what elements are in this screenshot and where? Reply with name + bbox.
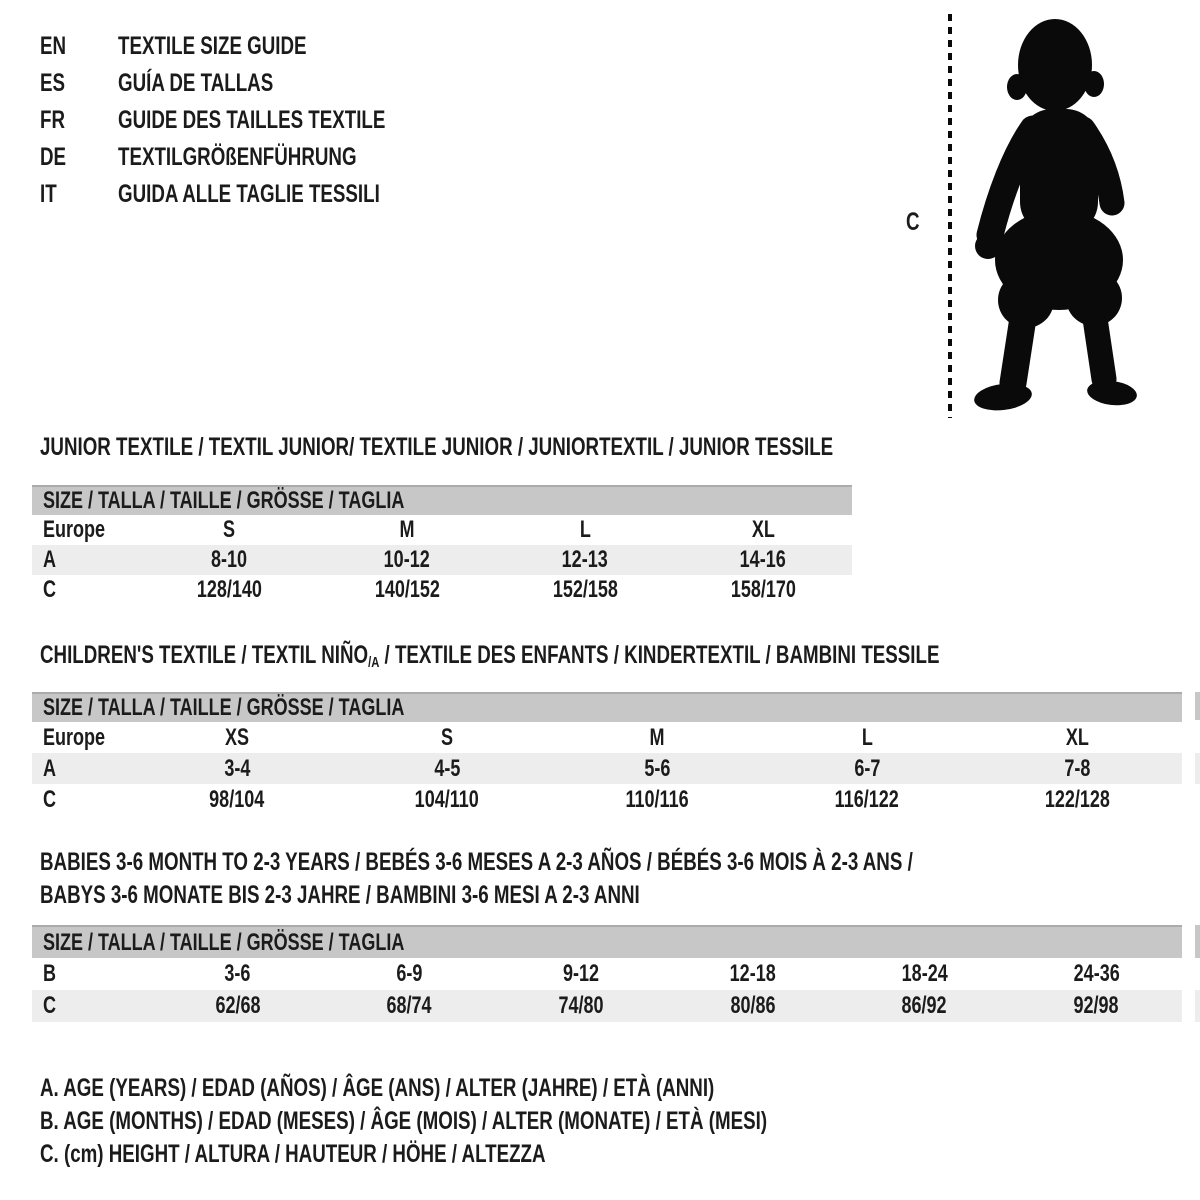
language-title: TEXTILGRÖßENFÜHRUNG	[118, 143, 357, 171]
size-cell	[140, 516, 318, 544]
age-cell	[318, 546, 496, 574]
height-cell	[1010, 992, 1182, 1020]
language-row	[40, 102, 475, 139]
table-row	[32, 515, 852, 545]
height-cell-text: 86/92	[901, 992, 948, 1019]
months-cell-text: 24-36	[1073, 960, 1120, 987]
legend-line-c	[40, 1138, 1009, 1171]
age-cell-text: 7-8	[1063, 754, 1091, 782]
children-size-table	[32, 692, 1182, 815]
months-cell	[495, 960, 667, 988]
children-table-header	[32, 692, 1182, 722]
language-code	[40, 143, 118, 172]
height-cell-text: 104/110	[414, 785, 480, 813]
months-cell-text: 12-18	[729, 960, 776, 987]
height-cell-text: 152/158	[552, 576, 618, 603]
row-label	[32, 960, 152, 988]
children-title-pre: CHILDREN'S TEXTILE / TEXTIL NIÑO	[40, 641, 369, 669]
months-cell-text: 18-24	[901, 960, 948, 987]
age-cell	[140, 546, 318, 574]
row-label-text: Europe	[43, 516, 106, 543]
table-row	[32, 722, 1182, 753]
table-row	[32, 784, 1182, 815]
size-cell	[674, 516, 852, 544]
table-row	[32, 545, 852, 575]
height-cell	[140, 576, 318, 604]
size-cell	[318, 516, 496, 544]
babies-section-title	[40, 846, 1200, 912]
legend-line-a	[40, 1072, 1009, 1105]
height-cell-text: 116/122	[834, 785, 900, 813]
height-cell-text: 92/98	[1073, 992, 1119, 1019]
language-title: GUÍA DE TALLAS	[118, 69, 274, 97]
row-label-text: A	[43, 546, 57, 573]
cropped-band-fragment	[1195, 925, 1200, 958]
age-cell-text: 6-7	[853, 754, 881, 782]
language-row	[40, 65, 475, 102]
size-cell	[342, 724, 552, 752]
cropped-stripe-fragment	[1195, 990, 1200, 1022]
height-cell	[324, 992, 496, 1020]
children-title-post: / TEXTILE DES ENFANTS / KINDERTEXTIL / BAMBINI TESSILE	[379, 641, 940, 669]
height-cell	[152, 992, 324, 1020]
language-code-text: IT	[40, 180, 57, 208]
months-cell	[324, 960, 496, 988]
language-code	[40, 69, 118, 98]
legend-line-c-text: C. (cm) HEIGHT / ALTURA / HAUTEUR / HÖHE / ALTEZZA	[40, 1140, 546, 1168]
size-cell-text: M	[649, 723, 665, 751]
size-cell-text: XL	[751, 516, 775, 543]
language-code-text: DE	[40, 143, 67, 171]
height-cell-text: 140/152	[374, 576, 440, 603]
language-code-text: FR	[40, 106, 65, 134]
age-cell	[762, 755, 972, 783]
size-cell	[496, 516, 674, 544]
height-cell	[318, 576, 496, 604]
height-cell	[667, 992, 839, 1020]
height-cell-text: 74/80	[558, 992, 604, 1019]
cropped-stripe-fragment	[1195, 753, 1200, 784]
language-row	[40, 139, 475, 176]
language-row	[40, 176, 475, 213]
size-header-text: SIZE / TALLA / TAILLE / GRÖSSE / TAGLIA	[43, 487, 405, 514]
size-cell-text: M	[399, 516, 415, 543]
height-cell-text: 98/104	[209, 785, 265, 813]
language-code	[40, 32, 118, 61]
height-cell-text: 110/116	[625, 785, 689, 813]
height-cell	[495, 992, 667, 1020]
table-row	[32, 958, 1182, 990]
size-cell-text: XS	[224, 723, 249, 751]
height-cell	[762, 786, 972, 814]
size-cell-text: L	[579, 516, 591, 543]
size-header-text: SIZE / TALLA / TAILLE / GRÖSSE / TAGLIA	[43, 694, 405, 721]
height-cell-text: 80/86	[730, 992, 776, 1019]
babies-size-table	[32, 925, 1182, 1022]
height-cell-text: 62/68	[215, 992, 261, 1019]
measurement-legend	[40, 1072, 1009, 1171]
height-cell	[972, 786, 1182, 814]
age-cell	[972, 755, 1182, 783]
row-label	[32, 516, 140, 544]
size-cell-text: XL	[1065, 723, 1089, 751]
row-label	[32, 724, 132, 752]
months-cell	[839, 960, 1011, 988]
language-code-text: ES	[40, 69, 66, 97]
row-label	[32, 755, 132, 783]
row-label	[32, 786, 132, 814]
months-cell-text: 3-6	[224, 960, 251, 987]
age-cell	[132, 755, 342, 783]
row-label	[32, 546, 140, 574]
table-row	[32, 990, 1182, 1022]
children-title-text	[40, 642, 939, 676]
age-cell-text: 12-13	[561, 546, 609, 573]
height-cell	[342, 786, 552, 814]
height-cell	[552, 786, 762, 814]
age-cell-text: 14-16	[739, 546, 787, 573]
age-cell	[342, 755, 552, 783]
size-cell	[132, 724, 342, 752]
language-code-text: EN	[40, 32, 67, 60]
language-title-list	[40, 28, 475, 213]
height-marker-label	[906, 208, 924, 237]
age-cell-text: 3-4	[223, 754, 251, 782]
language-title: TEXTILE SIZE GUIDE	[118, 32, 307, 60]
height-cell-text: 158/170	[730, 576, 796, 603]
junior-section-title	[40, 434, 1098, 460]
age-cell-text: 4-5	[433, 754, 461, 782]
toddler-silhouette-image	[963, 13, 1138, 418]
age-cell-text: 10-12	[383, 546, 431, 573]
months-cell-text: 6-9	[396, 960, 423, 987]
row-label-text: C	[43, 992, 57, 1019]
months-cell-text: 9-12	[563, 960, 600, 987]
age-cell	[496, 546, 674, 574]
height-cell	[674, 576, 852, 604]
legend-line-b	[40, 1105, 1009, 1138]
language-code	[40, 106, 118, 135]
junior-title-text: JUNIOR TEXTILE / TEXTIL JUNIOR/ TEXTILE JUNIOR / JUNIORTEXTIL / JUNIOR TESSILE	[40, 433, 834, 461]
table-row	[32, 753, 1182, 784]
size-cell-text: S	[222, 516, 235, 543]
table-row	[32, 575, 852, 605]
row-label	[32, 992, 152, 1020]
age-cell	[552, 755, 762, 783]
legend-line-a-text: A. AGE (YEARS) / EDAD (AÑOS) / ÂGE (ANS) / ALTER (JAHRE) / ETÀ (ANNI)	[40, 1074, 715, 1102]
age-cell-text: 8-10	[210, 546, 248, 573]
size-cell	[972, 724, 1182, 752]
age-cell	[674, 546, 852, 574]
row-label-text: C	[43, 576, 57, 603]
size-cell-text: S	[440, 723, 453, 751]
row-label-text: Europe	[43, 723, 106, 751]
language-title: GUIDA ALLE TAGLIE TESSILI	[118, 180, 380, 208]
height-measure-dashed-line	[948, 14, 952, 418]
row-label-text: B	[43, 960, 57, 987]
junior-table-header	[32, 485, 852, 515]
language-title: GUIDE DES TAILLES TEXTILE	[118, 106, 386, 134]
size-cell	[762, 724, 972, 752]
babies-table-header	[32, 925, 1182, 958]
size-cell	[552, 724, 762, 752]
language-row	[40, 28, 475, 65]
height-marker-text: C	[906, 208, 920, 236]
height-cell	[496, 576, 674, 604]
row-label-text: A	[43, 754, 57, 782]
height-cell	[132, 786, 342, 814]
row-label	[32, 576, 140, 604]
children-section-title	[40, 642, 1200, 676]
legend-line-b-text: B. AGE (MONTHS) / EDAD (MESES) / ÂGE (MOIS) / ALTER (MONATE) / ETÀ (MESI)	[40, 1107, 768, 1135]
babies-title-line1: BABIES 3-6 MONTH TO 2-3 YEARS / BEBÉS 3-6 MESES A 2-3 AÑOS / BÉBÉS 3-6 MOIS À 2-3 ANS /	[40, 848, 913, 876]
cropped-band-fragment	[1195, 692, 1200, 720]
size-cell-text: L	[861, 723, 873, 751]
height-cell	[839, 992, 1011, 1020]
row-label-text: C	[43, 785, 57, 813]
babies-title-line2: BABYS 3-6 MONATE BIS 2-3 JAHRE / BAMBINI 3-6 MESI A 2-3 ANNI	[40, 881, 640, 909]
language-code	[40, 180, 118, 209]
junior-size-table	[32, 485, 852, 605]
height-cell-text: 68/74	[386, 992, 433, 1019]
age-cell-text: 5-6	[643, 754, 671, 782]
size-header-text: SIZE / TALLA / TAILLE / GRÖSSE / TAGLIA	[43, 928, 405, 956]
months-cell	[152, 960, 324, 988]
height-cell-text: 122/128	[1044, 785, 1110, 813]
children-title-sub: /A	[368, 654, 380, 671]
height-cell-text: 128/140	[196, 576, 262, 603]
months-cell	[1010, 960, 1182, 988]
months-cell	[667, 960, 839, 988]
